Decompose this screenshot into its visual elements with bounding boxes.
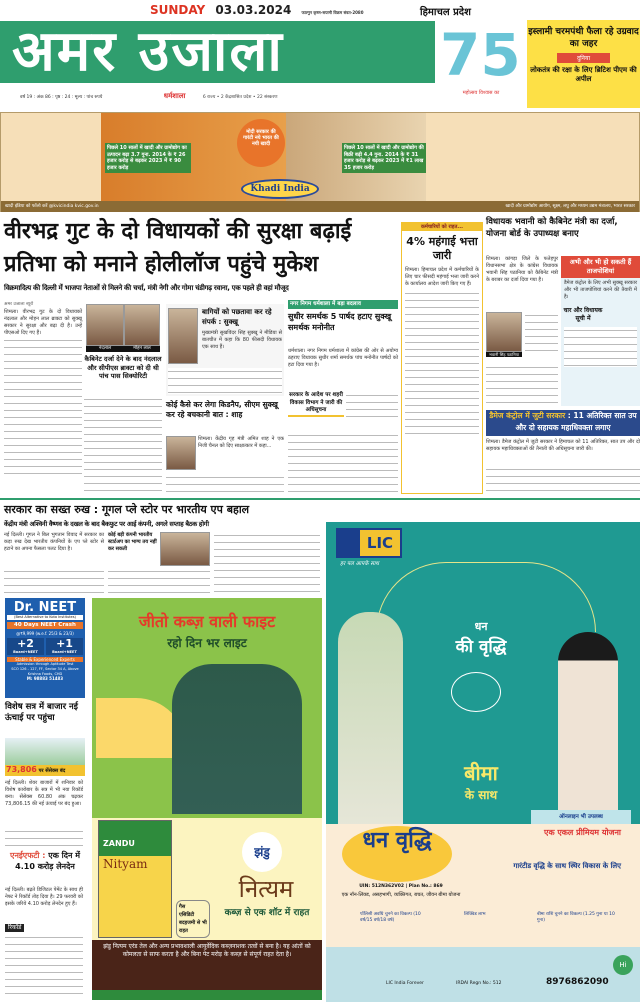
photo-caption: कैबिनेट दर्जा देने के बाद नंदलाल और सीपीएस ब्राक्टा को दी थी पांच पास सिक्योरिटी bbox=[84, 355, 162, 380]
man-image bbox=[338, 612, 403, 827]
photo-nandlal bbox=[86, 304, 124, 346]
da-story[interactable]: कर्मचारियों को राहत... 4% महंगाई भत्ता जारी शिमला। हिमाचल प्रदेश में कर्मचारियों के लिए चार फीसदी महंगाई भत्ता जारी करने के कार्यालय आदेश जारी किए गए हैं। bbox=[401, 222, 483, 494]
damage-body: शिमला। डैमेज कंट्रोल में जुटी सरकार ने हिमाचल को 11 अतिरिक्त, सात उप और दो सहायक महाधिवक्ताओं की तैनाती की अधिसूचना जारी की। bbox=[486, 439, 640, 452]
nagar-headline[interactable]: सुधीर समर्थक 5 पार्षद हटाए सुक्खू समर्थक मनोनीत bbox=[288, 312, 392, 332]
google-subhead: केंद्रीय मंत्री अश्विनी वैष्णव के दखल के बाद बैकफुट पर आई कंपनी, अगले सप्ताह बैठक होगी bbox=[4, 520, 209, 528]
whatsapp-hi-icon[interactable]: Hi bbox=[613, 955, 633, 975]
whatsapp-number[interactable]: 8976862090 bbox=[546, 977, 609, 987]
neft-body-cont bbox=[5, 934, 83, 994]
benefits-list: गैस एसिडिटी बदहजमी से भी राहत bbox=[176, 900, 210, 938]
edition-state: हिमाचल प्रदेश bbox=[420, 7, 471, 18]
date: 03.03.2024 bbox=[215, 3, 292, 17]
neet-ad[interactable]: Dr. NEET (Best Alternative to Kota Institutes) 40 Days NEET Crash @₹9,999 (w.e.f. 25/3 & 23/3) +2 Board+NEET +1 Board+NEET Stable & Experienced Experts Admission through Aptitude Test SCO 126 - 127, FF, Sector 34 A, Above Krishna Foods, CHD M: 98883 51483 bbox=[5, 598, 85, 698]
google-body-cont2 bbox=[108, 568, 210, 595]
bhawani-body: शिमला। कांगड़ा जिले के फतेहपुर विधानसभा क्षेत्र के कांग्रेस विधायक भवानी सिंह पठानिया को कैबिनेट मंत्री के बराबर का दर्जा दिया गया है। bbox=[486, 256, 558, 283]
guarantee-badge: मोदी सरकार की गारंटी नये भारत की नयी खादी bbox=[237, 119, 285, 167]
sensex-body-cont bbox=[5, 828, 83, 846]
teaser-section: दुनिया bbox=[557, 53, 610, 63]
city: धर्मशाला bbox=[163, 92, 186, 100]
google-body-cont3 bbox=[214, 532, 320, 595]
masthead-bar bbox=[0, 21, 435, 83]
damage-headline[interactable]: डैमेज कंट्रोल में जुटी सरकार : 11 अतिरिक्त सात उप और दो सहायक महाधिवक्ता लगाए bbox=[486, 410, 640, 436]
google-body: नई दिल्ली। गूगल ने बिल भुगतान विवाद में सरकार का कड़ा रुख देख भारतीय कंपनियों के एप प्ले स्टोर से हटाने का अपना फैसला पलट दिया है। bbox=[4, 532, 104, 552]
sensex-chart-image: 73,806 पर सेंसेक्स बंद bbox=[5, 738, 85, 776]
record-tag: रिकॉर्ड bbox=[5, 924, 24, 932]
photo-amit-shah bbox=[166, 436, 196, 470]
neft-body: नई दिल्ली। बढ़ते डिजिटल पेमेंट के साथ ही नेफ्ट ने रिकॉर्ड तोड़ दिया है। 29 फरवरी को इसके जरिये 4.10 करोड़ लेनदेन हुए हैं। bbox=[5, 887, 83, 907]
anniversary-logo: 75 महोत्सव विश्वास का bbox=[440, 21, 521, 96]
photo-bhawani bbox=[486, 312, 522, 352]
photo-mohanlal bbox=[124, 304, 160, 346]
sensex-headline[interactable]: विशेष सत्र में बाजार नई ऊंचाई पर पहुंचा bbox=[5, 702, 78, 723]
byline: अमर उजाला ब्यूरो bbox=[4, 302, 34, 307]
tajposhi-box[interactable]: अभी और भी हो सकती हैं ताजपोशियां डैमेज कंट्रोल के लिए अभी सुक्खू सरकार और भी ताजपोशियां करने की तैयारी में है। चार और विधायक सूची में bbox=[561, 256, 640, 406]
zandu-logo: झंडु bbox=[242, 832, 282, 872]
photo-caption-mohanlal: मोहन लाल bbox=[124, 346, 160, 352]
day: SUNDAY bbox=[150, 3, 206, 17]
bhawani-caption: भवानी सिंह पठानिया bbox=[486, 352, 522, 357]
sensex-body: नई दिल्ली। शेयर बाजारों में शनिवार को विशेष कारोबार के सत्र में भी नया रिकॉर्ड बना। सेंसेक्स 60.80 अंक चढ़कर 73,806.15 की नई ऊंचाई पर बंद हुआ। bbox=[5, 780, 83, 807]
google-quote: कोई बड़ी कंपनी भारतीय स्टार्टअप का भाग्य तय नहीं कर सकती bbox=[108, 532, 157, 552]
nagar-kicker: नगर निगम धर्मशाला में बड़ा बदलाव bbox=[288, 300, 398, 309]
nagar-body-cont bbox=[346, 392, 398, 422]
nagar-body: धर्मशाला। नगर निगम धर्मशाला में कांग्रेस की ओर से अयोग्य ठहराए विधायक सुधीर शर्मा समर्थक पांच मनोनीत पार्षदों को हटा दिया गया है। bbox=[288, 348, 398, 368]
photo-caption-nandlal: नंदलाल bbox=[86, 346, 124, 352]
zandu-ad[interactable]: जीतो कब्ज़ वाली फाइट रहो दिन भर लाइट ZANDU Nityam गैस एसिडिटी बदहजमी से भी राहत झंडु नित्यम कब्ज़ से एक शॉट में राहत झंडु नित्यम एरंड तेल और अन्य प्रभावशाली आयुर्वेदिक कब्ज़नाशक तत्वों से बना है। यह आंतों को कोमलता से साफ करता है और बिना पेट मरोड़ के कब्ज़ से संपूर्ण राहत देता है। bbox=[92, 598, 322, 1000]
dhan-vriddhi-logo: धन वृद्धि bbox=[342, 826, 452, 882]
bhawani-headline[interactable]: विधायक भवानी को कैबिनेट मंत्री का दर्जा, योजना बोर्ड के उपाध्यक्ष बनाए bbox=[486, 217, 618, 239]
divider bbox=[0, 498, 640, 500]
date-line bbox=[150, 3, 363, 17]
lic-logo: LIC bbox=[336, 528, 402, 558]
woman-image bbox=[558, 632, 618, 822]
piggy-bank-drawing bbox=[451, 672, 501, 712]
samvat: फाल्गुन कृष्ण-सप्तमी विक्रम संवत-2080 bbox=[301, 10, 364, 15]
nagar-body-cont2 bbox=[288, 432, 398, 494]
khadi-ad[interactable] bbox=[0, 112, 640, 212]
lic-ad[interactable]: LIC हर पल आपके साथ धन की वृद्धि बीमा के साथ ऑनलाइन भी उपलब्ध धन वृद्धि UIN: 512N362V02 | Plan No.: 869 एक नॉन-लिंक्ड, असहभागी, व्यक्तिगत, बचत, जीवन बीमा योजना एक एकल प्रीमियम योजना गारंटीड वृद्धि के साथ स्थिर विकास के लिए पॉलिसी अवधि चुनने का विकल्प (10 वर्ष/15 वर्ष/18 वर्ष) लिक्विड लाभ बीमा राशि चुनने का विकल्प (1.25 गुना या 10 गुना) LIC India Forever IRDAI Regn No.: 512 8976862090 Hi bbox=[326, 522, 640, 1002]
product-pack: ZANDU Nityam bbox=[98, 820, 172, 938]
shah-body-cont bbox=[166, 474, 284, 494]
bhawani-body-cont bbox=[525, 312, 558, 356]
khadi-logo: Khadi India bbox=[241, 179, 319, 199]
bhawani-body-cont2 bbox=[486, 364, 558, 404]
actor-image bbox=[172, 664, 302, 814]
nagar-pull: सरकार के आदेश पर शहरी विकास विभाग ने जारी की अधिसूचना bbox=[288, 392, 344, 417]
lead-body: शिमला। वीरभद्र गुट के दो विधायकों नंदलाल और मोहन लाल ब्राक्टा को सुक्खू सरकार ने सुरक्षा और बढ़ा दी है। उन्हें पीएसओ दिए गए हैं। bbox=[4, 309, 82, 494]
logo[interactable]: अमर उजाला bbox=[12, 19, 284, 84]
meta-line: वर्ष 19 : अंक 86 : पृष्ठ : 24 : मूल्य : पांच रुपये धर्मशाला 6 राज्य • 2 केंद्रशासित प्रदेश • 22 संस्करण bbox=[20, 92, 278, 100]
sukhu-box[interactable]: बागियों को पछतावा कर रहे संपर्क : सुक्खू मुख्यमंत्री सुखविंदर सिंह सुक्खू ने मीडिया से बातचीत में कहा कि 80 फीसदी विधायक एक साथ हैं। bbox=[166, 304, 284, 396]
khadi-footer: खादी इंडिया को फॉलो करें @kvicindia kvic.gov.in खादी और ग्रामोद्योग आयोग, सूक्ष्म, लघु और मध्यम उद्यम मंत्रालय, भारत सरकार bbox=[1, 201, 639, 212]
teaser-box[interactable]: इस्लामी चरमपंथी फैला रहे उग्रवाद का जहर दुनिया लोकतंत्र की रक्षा के लिए ब्रिटिश पीएम की अपील bbox=[527, 20, 640, 108]
woman-image: पिछले 10 सालों में खादी और ग्रामोद्योग का उत्पादन बढ़ा 3.7 गुना. 2014 के ₹ 26 हजार करोड़ से बढ़कर 2023 में ₹ 90 हजार करोड़ bbox=[101, 113, 286, 201]
couple-image: पिछले 10 सालों में खादी और ग्रामोद्योग की बिक्री बढ़ी 4.4 गुना. 2014 के ₹ 31 हजार करोड़ से बढ़कर 2023 में ₹1 लाख 35 हजार करोड़ bbox=[286, 113, 426, 201]
google-body-cont bbox=[4, 568, 104, 595]
damage-body-cont bbox=[486, 466, 640, 494]
shah-headline[interactable]: कोई कैसे कर लेगा किडनैप, सीएम सुक्खू कर रहे बचकानी बात : शाह bbox=[166, 400, 278, 419]
neft-headline[interactable]: एनईएफटी : एक दिन में 4.10 करोड़ लेनदेन bbox=[10, 851, 80, 871]
google-headline[interactable]: सरकार का सख्त रुख : गूगल प्ले स्टोर पर भारतीय एप बहाल bbox=[4, 503, 250, 516]
shah-body: शिमला। केंद्रीय गृह मंत्री अमित शाह ने एक निजी चैनल को दिए साक्षात्कार में कहा... bbox=[198, 436, 284, 449]
modi-charkha-image bbox=[426, 113, 639, 201]
lead-body-cont bbox=[84, 396, 162, 494]
photo-vaishnaw bbox=[160, 532, 210, 566]
lead-subhead: विक्रमादित्य की दिल्ली में भाजपा नेताओं से मिलने की चर्चा, मंत्री नेगी और गोमा चंडीगढ़ रवाना, एक पहले ही वहां मौजूद bbox=[4, 284, 289, 292]
gandhi-charkha-image bbox=[1, 113, 101, 201]
lic-social[interactable]: LIC India Forever bbox=[386, 981, 424, 986]
lead-headline[interactable]: वीरभद्र गुट के दो विधायकों की सुरक्षा बढ़ाई प्रतिभा को मनाने होलीलॉज पहुंचे मुकेश bbox=[4, 219, 352, 277]
